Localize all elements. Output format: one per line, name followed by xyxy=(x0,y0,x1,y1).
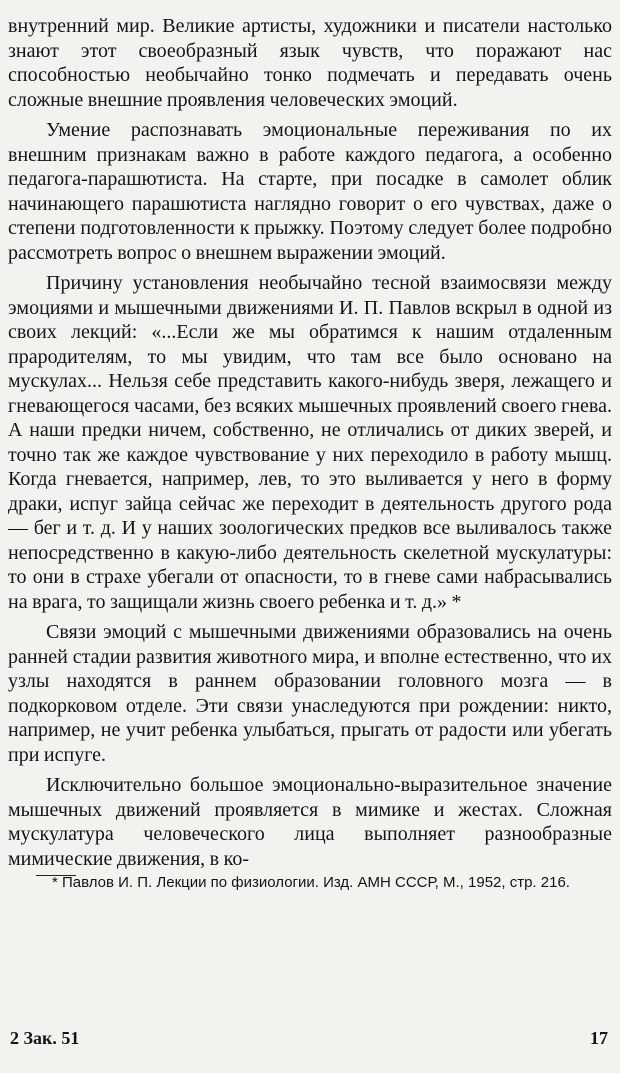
footnote: * Павлов И. П. Лекции по физиологии. Изд. АМН СССР, М., 1952, стр. 216. xyxy=(52,874,570,891)
paragraph-emotion-links: Связи эмоций с мышечными движениями образовались на очень ранней стадии развития животного мира, и вполне естественно, что их узлы находятся в раннем образовании головного мозга — в подкорковом отделе. Эти связи унаследуются при рождении: никто, например, не учит ребенка улыбаться, прыгать от радости или убегать при испуге. xyxy=(8,621,612,766)
page-number: 17 xyxy=(590,1028,608,1048)
signature-mark: 2 Зак. 51 xyxy=(10,1028,80,1048)
body-text xyxy=(8,14,612,871)
paragraph-facial-expression: Исключительно большое эмоционально-выразительное значение мышечных движений проявляется в мимике и жестах. Сложная мускулатура человеческого лица выполняет разнообразные мимические движения, в ко- xyxy=(8,774,612,870)
paragraph-continuation: внутренний мир. Великие артисты, художники и писатели настолько знают этот своеобразный язык чувств, что поражают нас способностью необычайно тонко подмечать и передавать очень сложные внешние проявления человеческих эмоций. xyxy=(8,15,612,111)
paragraph-recognizing-emotions: Умение распознавать эмоциональные переживания по их внешним признакам важно в работе каждого педагога, а особенно педагога-парашютиста. На старте, при посадке в самолет облик начинающего парашютиста наглядно говорит о его чувствах, даже о степени подготовленности к прыжку. Поэтому следует более подробно рассмотреть вопрос о внешнем выражении эмоций. xyxy=(8,119,612,264)
page-footer xyxy=(10,1028,608,1049)
paragraph-pavlov-quote: Причину установления необычайно тесной взаимосвязи между эмоциями и мышечными движениями И. П. Павлов вскрыл в одной из своих лекций: «...Если же мы обратимся к нашим отдаленным прародителям, то мы увидим, что там все было основано на мускулах... Нельзя себе представить какого-нибудь зверя, лежащего и гневающегося часами, без всяких мышечных проявлений своего гнева. А наши предки ничем, собственно, не отличались от диких зверей, и точно так же каждое чувствование у них переходило в работу мышц. Когда гневается, например, лев, то это выливается у него в форму драки, испуг зайца сейчас же переходит в деятельность другого рода — бег и т. д. И у наших зоологических предков все выливалось также непосредственно в какую-либо деятельность скелетной мускулатуры: то они в страхе убегали от опасности, то в гневе сами набрасывались на врага, то защищали жизнь своего ребенка и т. д.» * xyxy=(8,272,612,613)
